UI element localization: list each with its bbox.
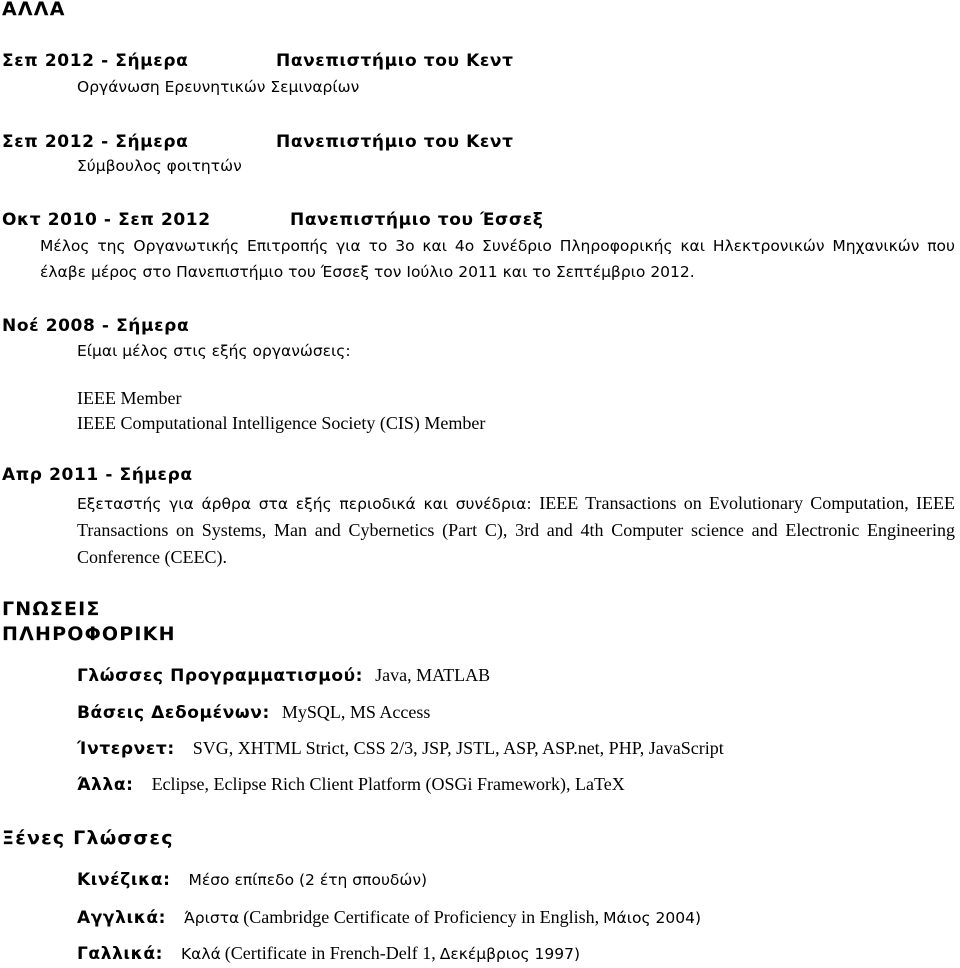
entry-description bbox=[77, 490, 955, 571]
section-title-skills-line2: ΠΛΗΡΟΦΟΡΙΚΗ bbox=[2, 623, 176, 645]
skill-label: Ίντερνετ: bbox=[77, 739, 175, 759]
entry-date: Απρ 2011 - Σήμερα bbox=[2, 465, 193, 485]
language-level: Άριστα bbox=[184, 909, 240, 927]
skill-row bbox=[77, 774, 625, 795]
section-title-other: ΑΛΛΑ bbox=[2, 0, 66, 20]
entry-organization: Πανεπιστήμιο του Κεντ bbox=[276, 132, 514, 152]
language-label: Κινέζικα: bbox=[77, 870, 171, 890]
skill-row bbox=[77, 665, 490, 686]
language-label: Γαλλικά: bbox=[77, 944, 164, 964]
skill-value: MySQL, MS Access bbox=[281, 702, 431, 722]
language-label: Αγγλικά: bbox=[77, 908, 167, 928]
skill-row bbox=[77, 738, 724, 759]
language-row bbox=[77, 907, 701, 928]
entry-description: Οργάνωση Ερευνητικών Σεμιναρίων bbox=[77, 78, 360, 96]
entry-organization: Πανεπιστήμιο του Κεντ bbox=[276, 51, 514, 71]
reviewer-intro: Εξεταστής για άρθρα στα εξής περιοδικά και συνέδρια: bbox=[77, 495, 532, 513]
language-date: Μάιος 2004) bbox=[603, 909, 702, 927]
section-title-skills: ΓΝΩΣΕΙΣ bbox=[2, 598, 101, 620]
skill-label: Βάσεις Δεδομένων: bbox=[77, 703, 270, 723]
language-date: Δεκέμβριος 1997) bbox=[439, 945, 581, 963]
entry-description: Είμαι μέλος στις εξής οργανώσεις: bbox=[77, 342, 351, 360]
language-row bbox=[77, 870, 427, 890]
entry-organization: Πανεπιστήμιο του Έσσεξ bbox=[290, 210, 544, 230]
skill-label: Άλλα: bbox=[77, 775, 134, 795]
language-row bbox=[77, 943, 580, 964]
language-certificate: (Certificate in French-Delf 1, bbox=[224, 943, 436, 963]
skill-value: Eclipse, Eclipse Rich Client Platform (OSGi Framework), LaTeX bbox=[151, 774, 625, 794]
language-level: Καλά bbox=[181, 945, 221, 963]
entry-date: Σεπ 2012 - Σήμερα bbox=[2, 132, 189, 152]
entry-description: Σύμβουλος φοιτητών bbox=[77, 157, 242, 175]
membership-item: IEEE Member bbox=[77, 388, 182, 408]
skill-value: SVG, XHTML Strict, CSS 2/3, JSP, JSTL, ASP, ASP.net, PHP, JavaScript bbox=[192, 738, 724, 758]
section-title-languages: Ξένες Γλώσσες bbox=[2, 827, 174, 849]
entry-description: Μέλος της Οργανωτικής Επιτροπής για το 3ο και 4ο Συνέδριο Πληροφορικής και Ηλεκτρονικών Μηχανικών που έλαβε μέρος στο Πανεπιστήμιο του Έσσεξ τον Ιούλιο 2011 και το Σεπτέμβριο 2012. bbox=[40, 237, 955, 281]
entry-date: Οκτ 2010 - Σεπ 2012 bbox=[2, 210, 211, 230]
entry-date: Σεπ 2012 - Σήμερα bbox=[2, 51, 189, 71]
entry-date: Νοέ 2008 - Σήμερα bbox=[2, 316, 190, 336]
language-certificate: (Cambridge Certificate of Proficiency in English, bbox=[243, 907, 600, 927]
skill-value: Java, MATLAB bbox=[375, 665, 491, 685]
skill-label: Γλώσσες Προγραμματισμού: bbox=[77, 666, 364, 686]
language-level: Μέσο επίπεδο (2 έτη σπουδών) bbox=[188, 871, 428, 889]
reviewer-venues: IEEE Transactions on Evolutionary Computation, IEEE Transactions on Systems, Man and Cybernetics (Part C), 3rd and 4th Computer science and Electronic Engineering Conference (CEEC). bbox=[77, 493, 956, 567]
membership-item: IEEE Computational Intelligence Society (CIS) Member bbox=[77, 413, 486, 433]
skill-row bbox=[77, 702, 430, 723]
